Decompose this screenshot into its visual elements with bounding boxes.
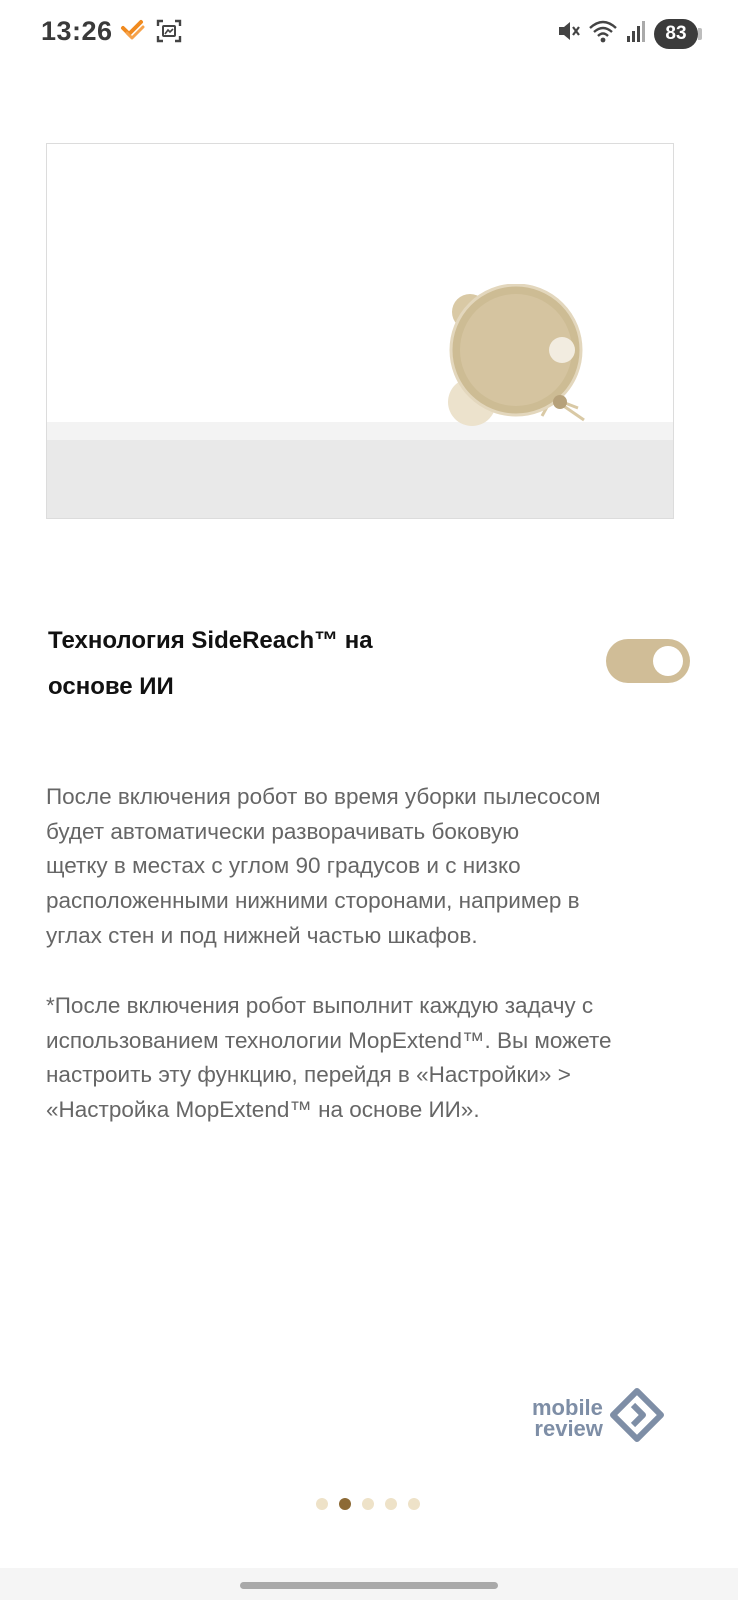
page-dot-2-active[interactable] — [339, 1498, 351, 1510]
status-right-icons — [556, 18, 698, 49]
status-left-icons — [120, 18, 182, 49]
status-time: 13:26 — [41, 16, 113, 46]
mute-icon — [556, 18, 580, 49]
floor — [47, 440, 673, 519]
page-dot-4[interactable] — [385, 1498, 397, 1510]
page-dot-3[interactable] — [362, 1498, 374, 1510]
tiktok-logo-icon — [120, 19, 146, 48]
robot-illustration — [46, 143, 674, 519]
page-dot-1[interactable] — [316, 1498, 328, 1510]
feature-title-line1: Технология SideReach™ на — [48, 627, 373, 654]
battery-indicator: 83 — [654, 19, 698, 49]
status-bar — [0, 0, 738, 70]
sidereach-toggle[interactable] — [606, 639, 690, 683]
toggle-knob — [653, 646, 683, 676]
screenshot-icon — [156, 18, 182, 49]
mobile-review-watermark — [532, 1387, 665, 1448]
navigation-bar — [0, 1568, 738, 1600]
home-indicator[interactable] — [240, 1582, 498, 1589]
signal-icon — [626, 19, 646, 48]
robot-vacuum-icon — [442, 284, 592, 434]
watermark-line2: review — [534, 1415, 603, 1441]
page-indicator — [316, 1498, 420, 1510]
watermark-text — [532, 1394, 603, 1441]
mobile-review-logo-icon — [609, 1387, 665, 1448]
watermark-line1: mobile — [532, 1394, 603, 1420]
wifi-icon — [588, 18, 618, 49]
page-dot-5[interactable] — [408, 1498, 420, 1510]
feature-note: *После включения робот выполнит каждую задачу с использованием технологии MopExtend™. Вы можете настроить эту функцию, перейдя в «Настройки» > «Настройка MopExtend™ на основе ИИ». — [46, 993, 612, 1123]
feature-title — [48, 618, 468, 710]
feature-title-line2: основе ИИ — [48, 673, 174, 700]
feature-description: После включения робот во время уборки пылесосом будет автоматически разворачивать боковую щетку в местах с углом 90 градусов и с низко расположенными нижними сторонами, например в углах стен и под нижней частью шкафов. — [46, 784, 601, 948]
